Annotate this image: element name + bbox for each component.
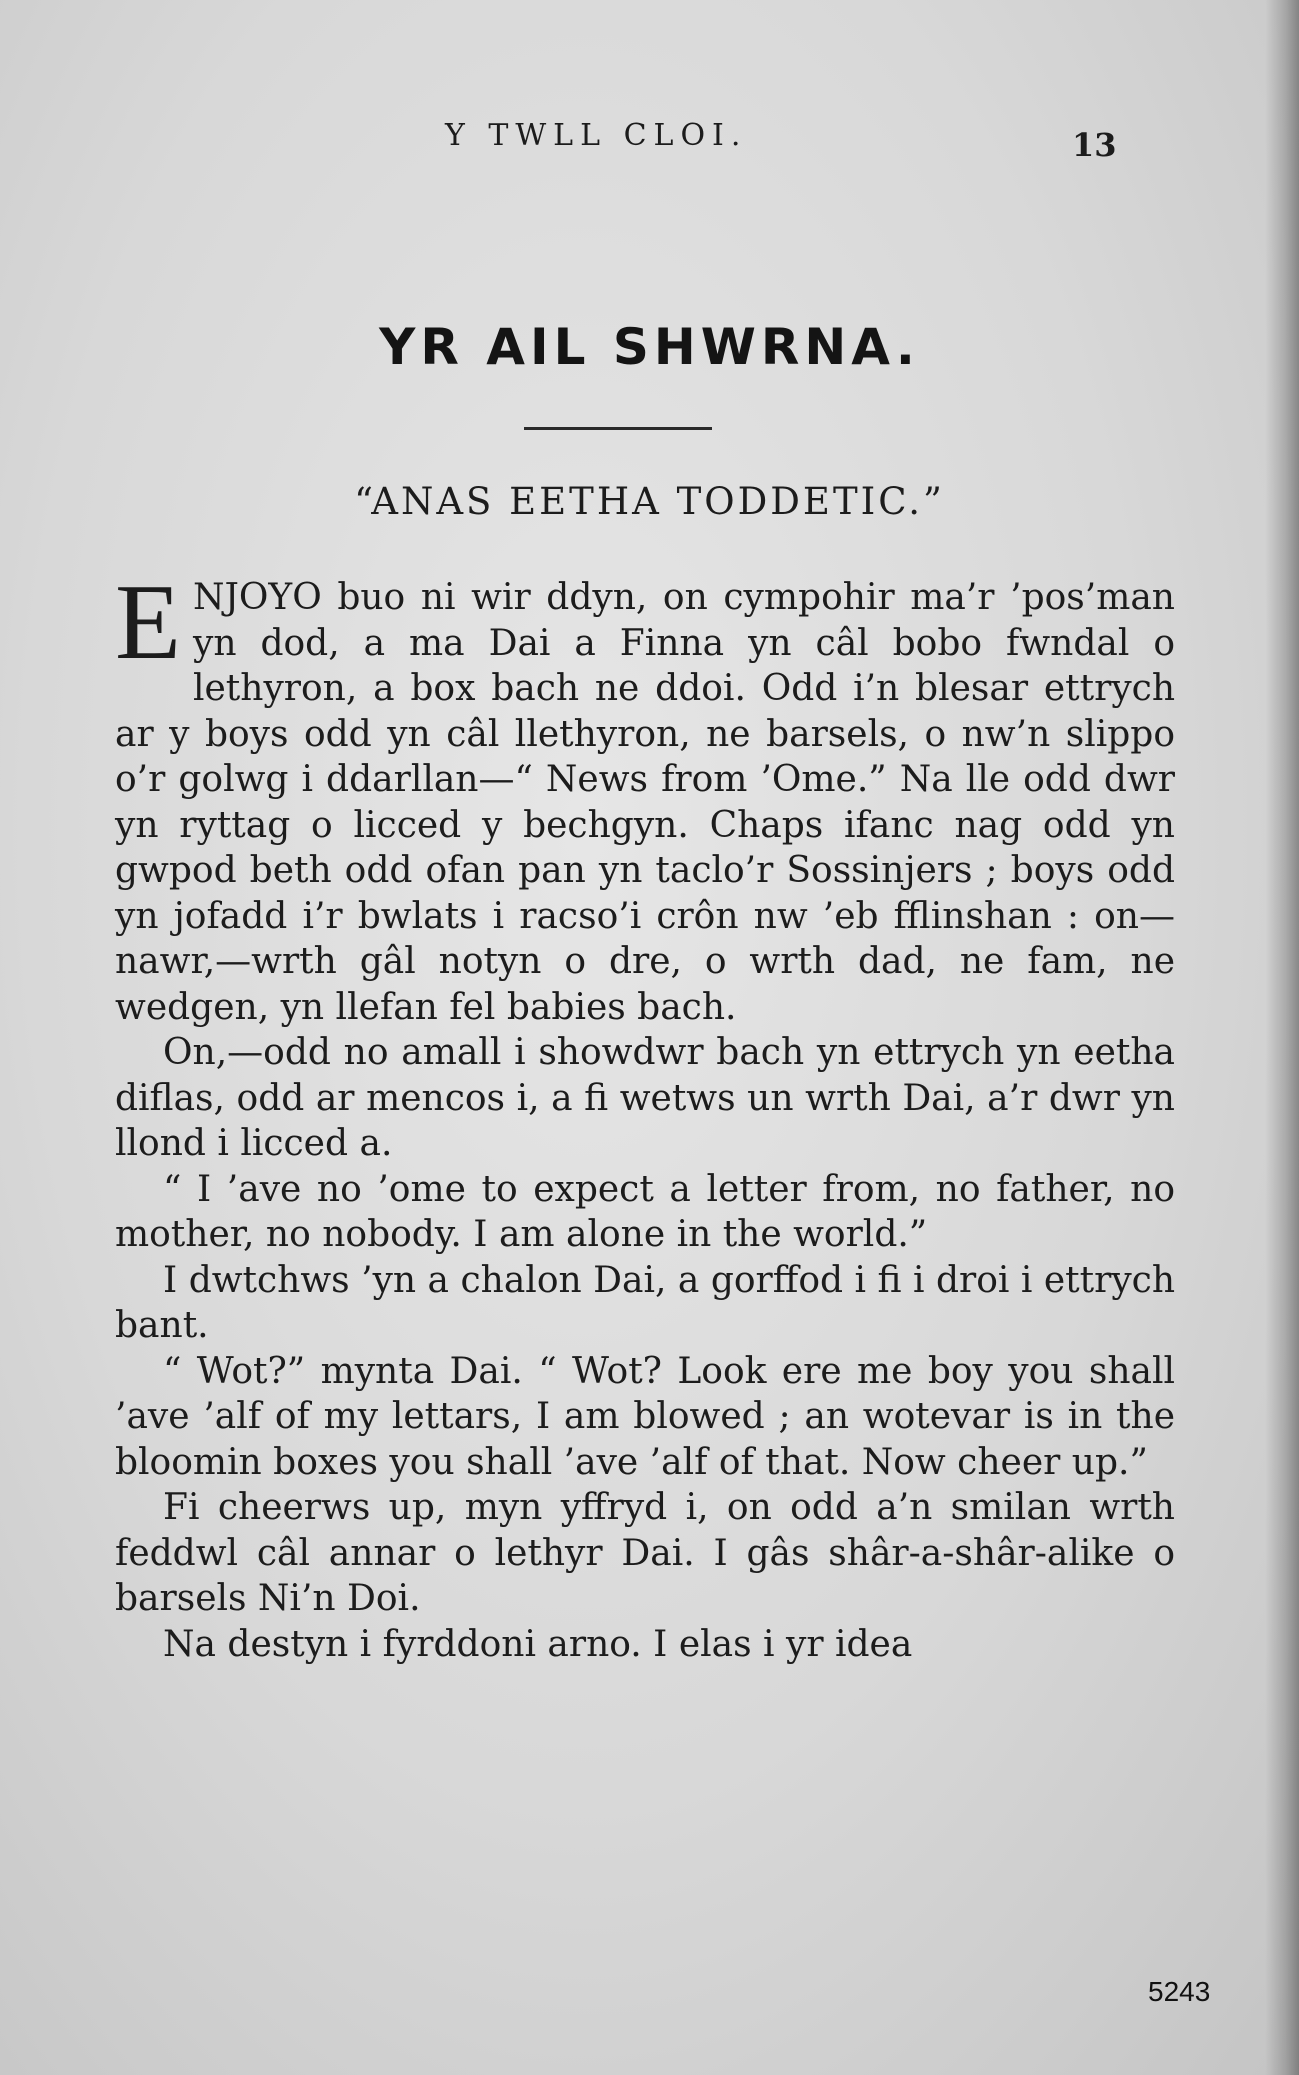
chapter-title: YR AIL SHWRNA. (379, 318, 920, 376)
title-rule (524, 427, 712, 430)
catalog-number: 5243 (1148, 1976, 1211, 2007)
paragraph-1 (115, 563, 1175, 1030)
paragraph-5: “ Wot?” mynta Dai. “ Wot? Look ere me boy you shall ’ave ’alf of my lettars, I am blowed ; an wotevar is in the bloomin boxes you shall ’ave ’alf of that. Now cheer up.” (115, 1350, 1175, 1483)
paragraph-6: Fi cheerws up, myn yffryd i, on odd a’n smilan wrth feddwl câl annar o lethyr Dai. I gâs shâr-a-shâr-alike o barsels Ni’n Doi. (115, 1487, 1175, 1619)
body-text (115, 563, 1175, 1667)
paragraph-1-text: NJOYO buo ni wir ddyn, on cympohir ma’r ’pos’man yn dod, a ma Dai a Finna yn câl bobo fwndal o lethyron, a box bach ne ddoi. Odd i’n blesar ettrych ar y boys odd yn câl llethyron, ne barsels, o nw’n slippo o’r golwg i ddarllan—“ News from ’Ome.” Na lle odd dwr yn ryttag o licced y bechgyn. Chaps ifanc nag odd yn gwpod beth odd ofan pan yn taclo’r Sossinjers ; boys odd yn jofadd i’r bwlats i racso’i crôn nw ’eb fflinshan : on—nawr,—wrth gâl notyn o dre, o wrth dad, ne fam, ne wedgen, yn llefan fel babies bach. (115, 577, 1175, 1028)
paragraph-3: “ I ’ave no ’ome to expect a letter from, no father, no mother, no nobody. I am alone in the world.” (115, 1168, 1175, 1255)
page-edge-shadow (1265, 0, 1299, 2075)
running-head (0, 118, 1299, 168)
page-number: 13 (1072, 126, 1117, 164)
paragraph-7: Na destyn i fyrddoni arno. I elas i yr idea (163, 1623, 913, 1665)
chapter-subtitle: “ANAS EETHA TODDETIC.” (354, 480, 945, 523)
paragraph-4: I dwtchws ’yn a chalon Dai, a gorffod i fi i droi i ettrych bant. (115, 1259, 1175, 1346)
running-title: Y TWLL CLOI. (445, 118, 748, 153)
drop-cap: E (115, 563, 181, 682)
paragraph-2: On,—odd no amall i showdwr bach yn ettrych yn eetha diflas, odd ar mencos i, a fi wetws un wrth Dai, a’r dwr yn llond i licced a. (115, 1032, 1175, 1164)
